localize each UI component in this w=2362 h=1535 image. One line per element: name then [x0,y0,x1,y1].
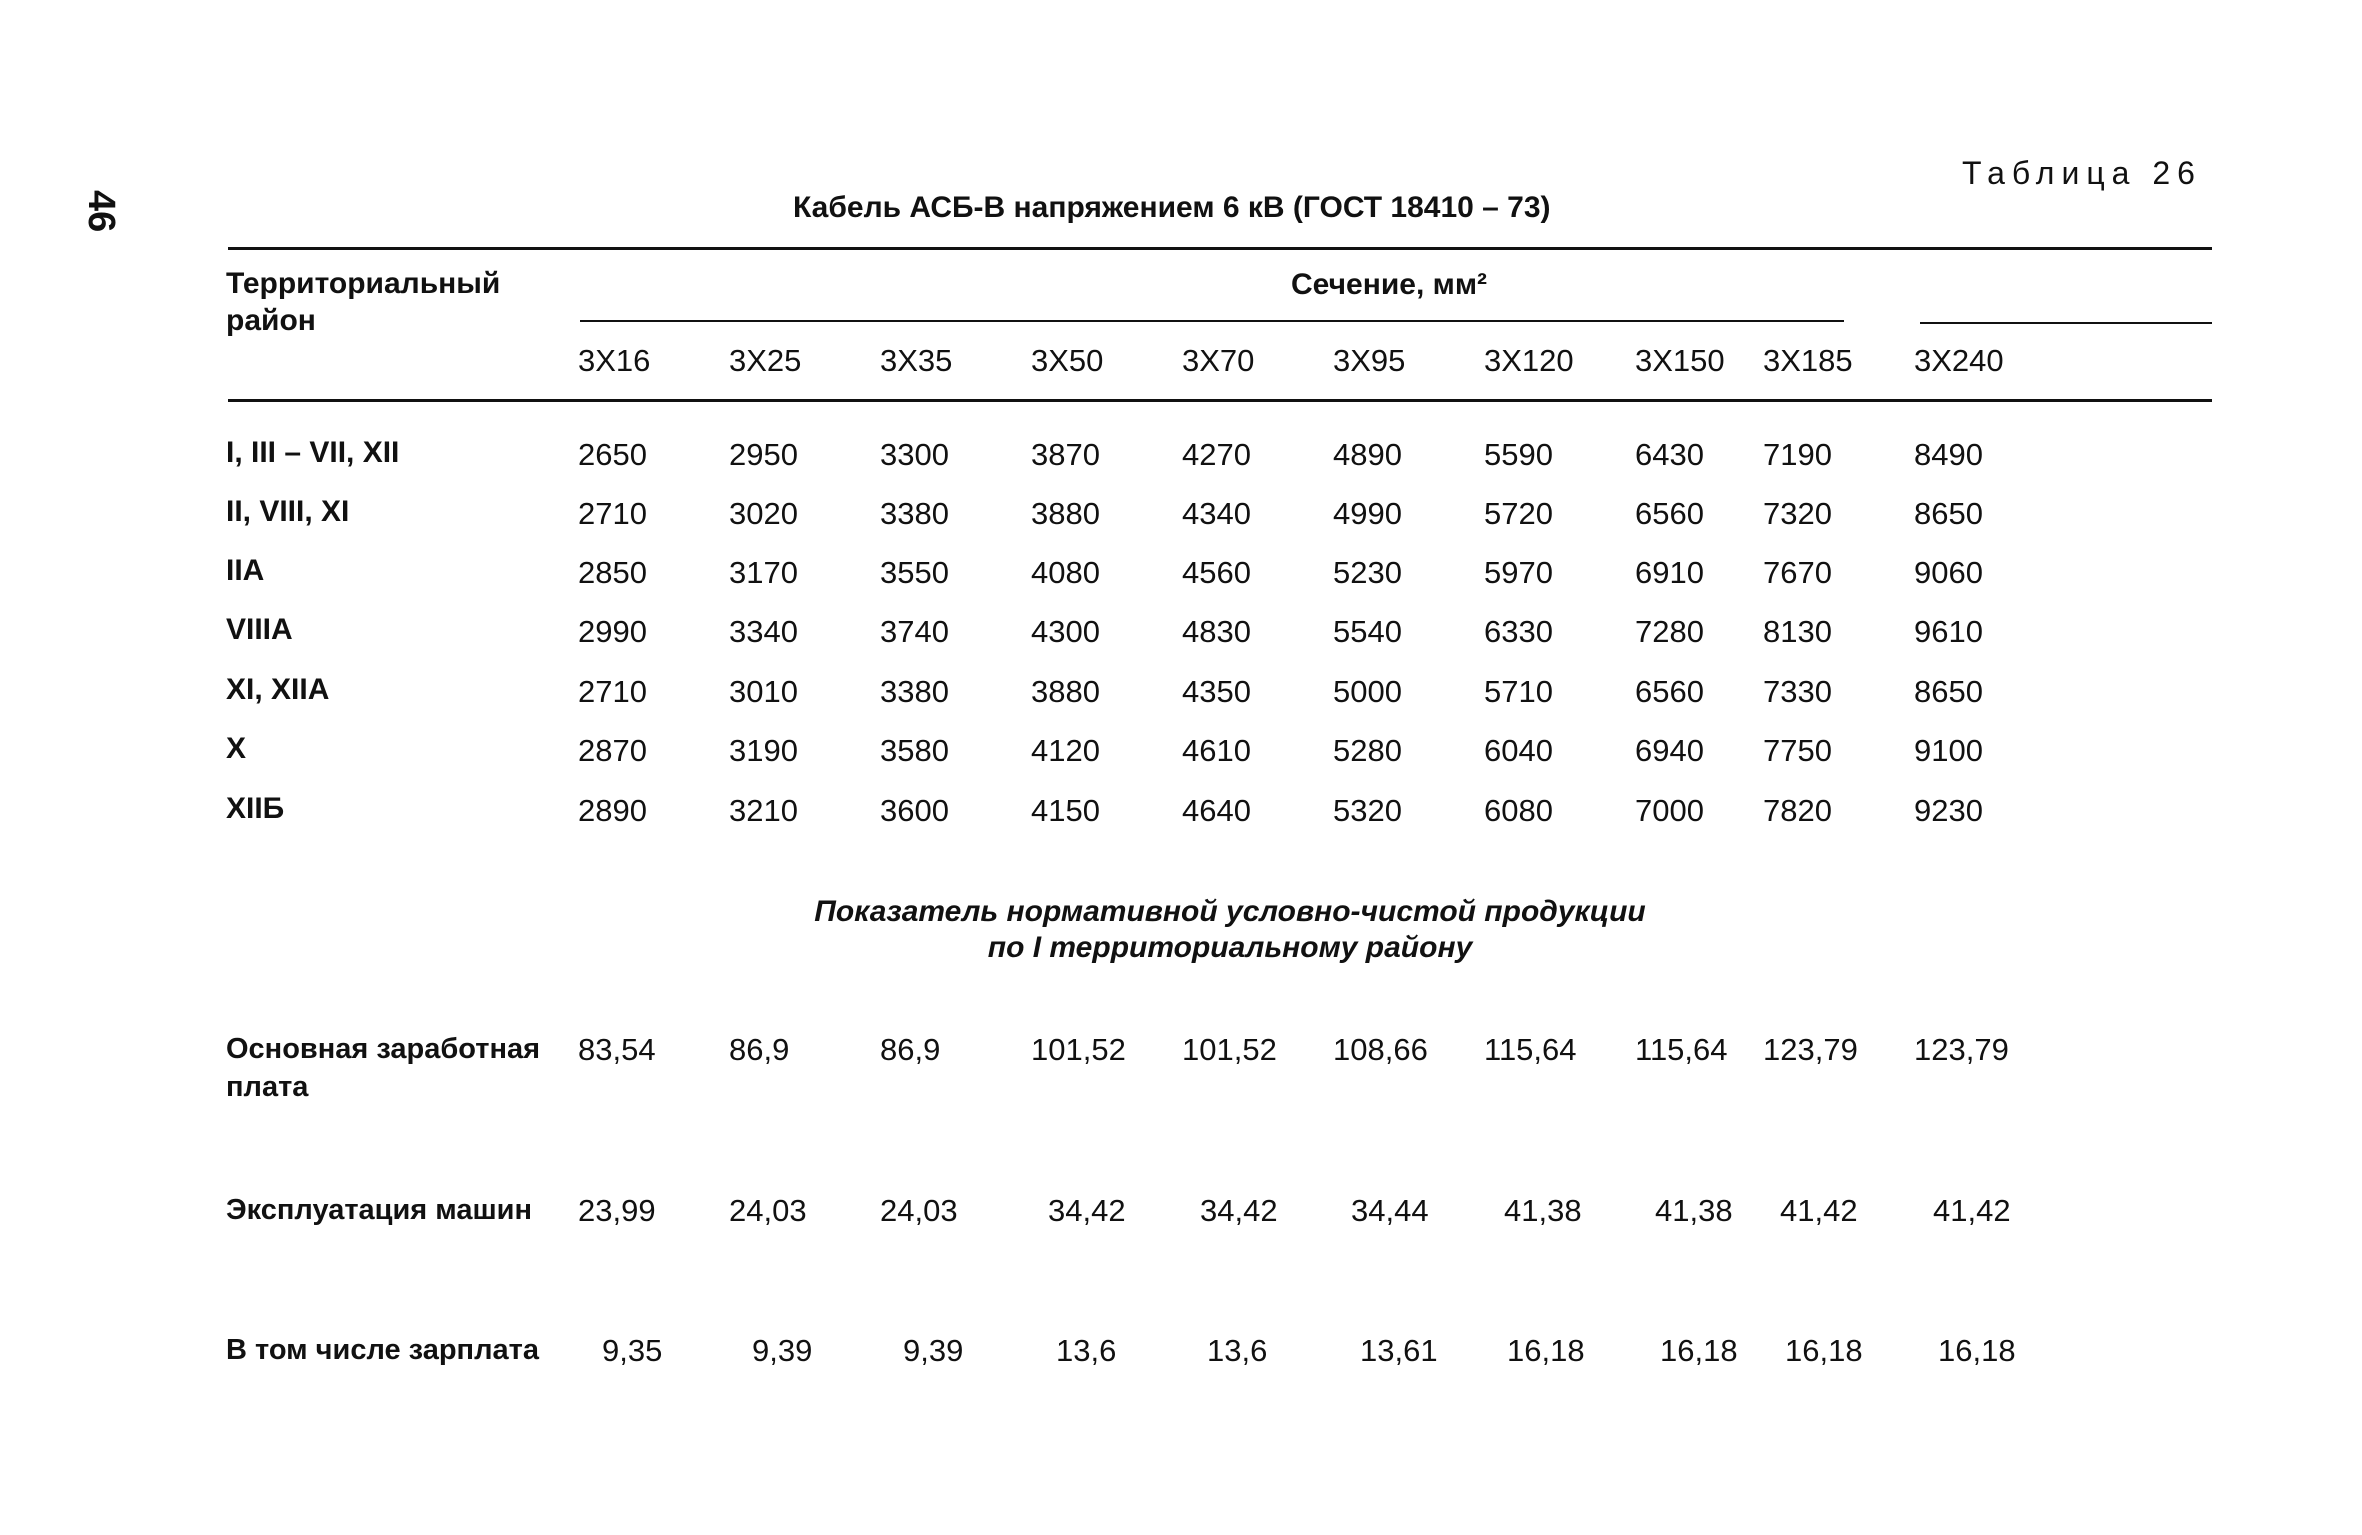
table-cell: 9610 [1914,614,1983,649]
indicator-cell: 34,44 [1351,1193,1429,1228]
indicator-label [226,1331,539,1369]
row-label: XIIБ [226,792,285,825]
table-cell: 2850 [578,555,647,590]
column-header: 3Х120 [1484,343,1574,378]
table-cell: 4080 [1031,555,1100,590]
table-cell: 7000 [1635,793,1704,828]
indicator-cell: 16,18 [1660,1333,1738,1368]
indicator-cell: 9,39 [752,1333,813,1368]
table-cell: 5590 [1484,437,1553,472]
table-cell: 3870 [1031,437,1100,472]
table-cell: 3880 [1031,674,1100,709]
table-cell: 3210 [729,793,798,828]
table-cell: 7820 [1763,793,1832,828]
table-cell: 4350 [1182,674,1251,709]
table-cell: 4150 [1031,793,1100,828]
table-cell: 7190 [1763,437,1832,472]
column-header: 3Х240 [1914,343,2004,378]
indicator-cell: 23,99 [578,1193,656,1228]
table-cell: 5320 [1333,793,1402,828]
table-cell: 8490 [1914,437,1983,472]
section-title-line-1: Показатель нормативной условно-чистой продукции [814,895,1646,928]
table-cell: 2990 [578,614,647,649]
section-title [700,895,1760,965]
row-label: XI, XIIA [226,673,330,706]
indicator-cell: 13,6 [1056,1333,1117,1368]
table-label: Таблица 26 [1962,155,2202,191]
table-cell: 9060 [1914,555,1983,590]
row-label: II, VIII, XI [226,495,350,528]
table-cell: 7750 [1763,733,1832,768]
indicator-label [226,1191,532,1229]
table-cell: 5280 [1333,733,1402,768]
header-bottom-rule [228,399,2212,402]
table-cell: 8650 [1914,496,1983,531]
table-cell: 7280 [1635,614,1704,649]
table-cell: 6080 [1484,793,1553,828]
table-cell: 3380 [880,674,949,709]
table-cell: 6330 [1484,614,1553,649]
indicator-cell: 41,42 [1933,1193,2011,1228]
table-cell: 3600 [880,793,949,828]
table-cell: 3010 [729,674,798,709]
indicator-cell: 115,64 [1484,1032,1577,1067]
table-cell: 3740 [880,614,949,649]
table-cell: 4300 [1031,614,1100,649]
table-cell: 6910 [1635,555,1704,590]
indicator-label-line: В том числе зарплата [226,1334,539,1366]
table-cell: 6940 [1635,733,1704,768]
indicator-cell: 16,18 [1507,1333,1585,1368]
table-cell: 4560 [1182,555,1251,590]
table-cell: 3880 [1031,496,1100,531]
indicator-cell: 108,66 [1333,1032,1428,1067]
indicator-label-line: Основная заработная [226,1033,541,1065]
row-label: IIA [226,554,265,587]
indicator-cell: 86,9 [729,1032,790,1067]
indicator-label [226,1030,540,1106]
indicator-cell: 34,42 [1200,1193,1278,1228]
table-cell: 5970 [1484,555,1553,590]
indicator-cell: 86,9 [880,1032,941,1067]
region-header [226,265,500,339]
indicator-cell: 24,03 [729,1193,807,1228]
indicator-cell: 123,79 [1763,1032,1858,1067]
column-header: 3Х70 [1182,343,1255,378]
table-cell: 5000 [1333,674,1402,709]
indicator-cell: 123,79 [1914,1032,2009,1067]
table-cell: 3340 [729,614,798,649]
indicator-cell: 41,42 [1780,1193,1858,1228]
table-cell: 4890 [1333,437,1402,472]
indicator-cell: 16,18 [1938,1333,2016,1368]
section-header: Сечение, мм² [1291,268,1487,301]
indicator-cell: 34,42 [1048,1193,1126,1228]
row-label: X [226,732,247,765]
indicator-cell: 9,35 [602,1333,663,1368]
table-cell: 4120 [1031,733,1100,768]
table-cell: 6040 [1484,733,1553,768]
indicator-cell: 13,61 [1360,1333,1438,1368]
table-cell: 2710 [578,496,647,531]
table-cell: 2950 [729,437,798,472]
table-cell: 4340 [1182,496,1251,531]
indicator-cell: 13,6 [1207,1333,1268,1368]
indicator-cell: 16,18 [1785,1333,1863,1368]
table-cell: 7320 [1763,496,1832,531]
table-cell: 5710 [1484,674,1553,709]
indicator-label-line: плата [226,1071,309,1103]
section-rule-right [1920,322,2212,324]
table-cell: 4830 [1182,614,1251,649]
indicator-cell: 41,38 [1655,1193,1733,1228]
table-cell: 5540 [1333,614,1402,649]
table-cell: 6560 [1635,674,1704,709]
top-rule [228,247,2212,250]
column-header: 3Х35 [880,343,953,378]
region-header-line-1: Территориальный [226,267,501,300]
indicator-cell: 115,64 [1635,1032,1728,1067]
table-cell: 3300 [880,437,949,472]
table-cell: 2710 [578,674,647,709]
table-cell: 7670 [1763,555,1832,590]
table-cell: 3550 [880,555,949,590]
region-header-line-2: район [226,304,316,337]
table-cell: 6430 [1635,437,1704,472]
table-cell: 3170 [729,555,798,590]
section-title-line-2: по I территориальному району [987,931,1473,964]
table-cell: 3380 [880,496,949,531]
table-cell: 2870 [578,733,647,768]
table-cell: 8130 [1763,614,1832,649]
table-cell: 4270 [1182,437,1251,472]
table-cell: 9100 [1914,733,1983,768]
table-cell: 7330 [1763,674,1832,709]
indicator-cell: 41,38 [1504,1193,1582,1228]
row-label: I, III – VII, XII [226,436,400,469]
table-cell: 3020 [729,496,798,531]
column-header: 3Х95 [1333,343,1406,378]
indicator-cell: 9,39 [903,1333,964,1368]
table-cell: 2890 [578,793,647,828]
table-cell: 2650 [578,437,647,472]
table-cell: 5720 [1484,496,1553,531]
table-cell: 9230 [1914,793,1983,828]
indicator-cell: 24,03 [880,1193,958,1228]
table-cell: 5230 [1333,555,1402,590]
table-title: Кабель АСБ-В напряжением 6 кВ (ГОСТ 18410 – 73) [793,191,1551,224]
column-header: 3Х50 [1031,343,1104,378]
table-cell: 4640 [1182,793,1251,828]
table-cell: 4610 [1182,733,1251,768]
indicator-cell: 101,52 [1031,1032,1126,1067]
indicator-cell: 83,54 [578,1032,656,1067]
page-number: 46 [80,190,122,233]
indicator-cell: 101,52 [1182,1032,1277,1067]
row-label: VIIIA [226,613,293,646]
column-header: 3Х185 [1763,343,1853,378]
column-header: 3Х16 [578,343,651,378]
section-rule-left [580,320,1844,322]
table-cell: 3190 [729,733,798,768]
table-cell: 8650 [1914,674,1983,709]
indicator-label-line: Эксплуатация машин [226,1194,533,1226]
table-cell: 4990 [1333,496,1402,531]
table-cell: 6560 [1635,496,1704,531]
column-header: 3Х25 [729,343,802,378]
table-cell: 3580 [880,733,949,768]
column-header: 3Х150 [1635,343,1725,378]
